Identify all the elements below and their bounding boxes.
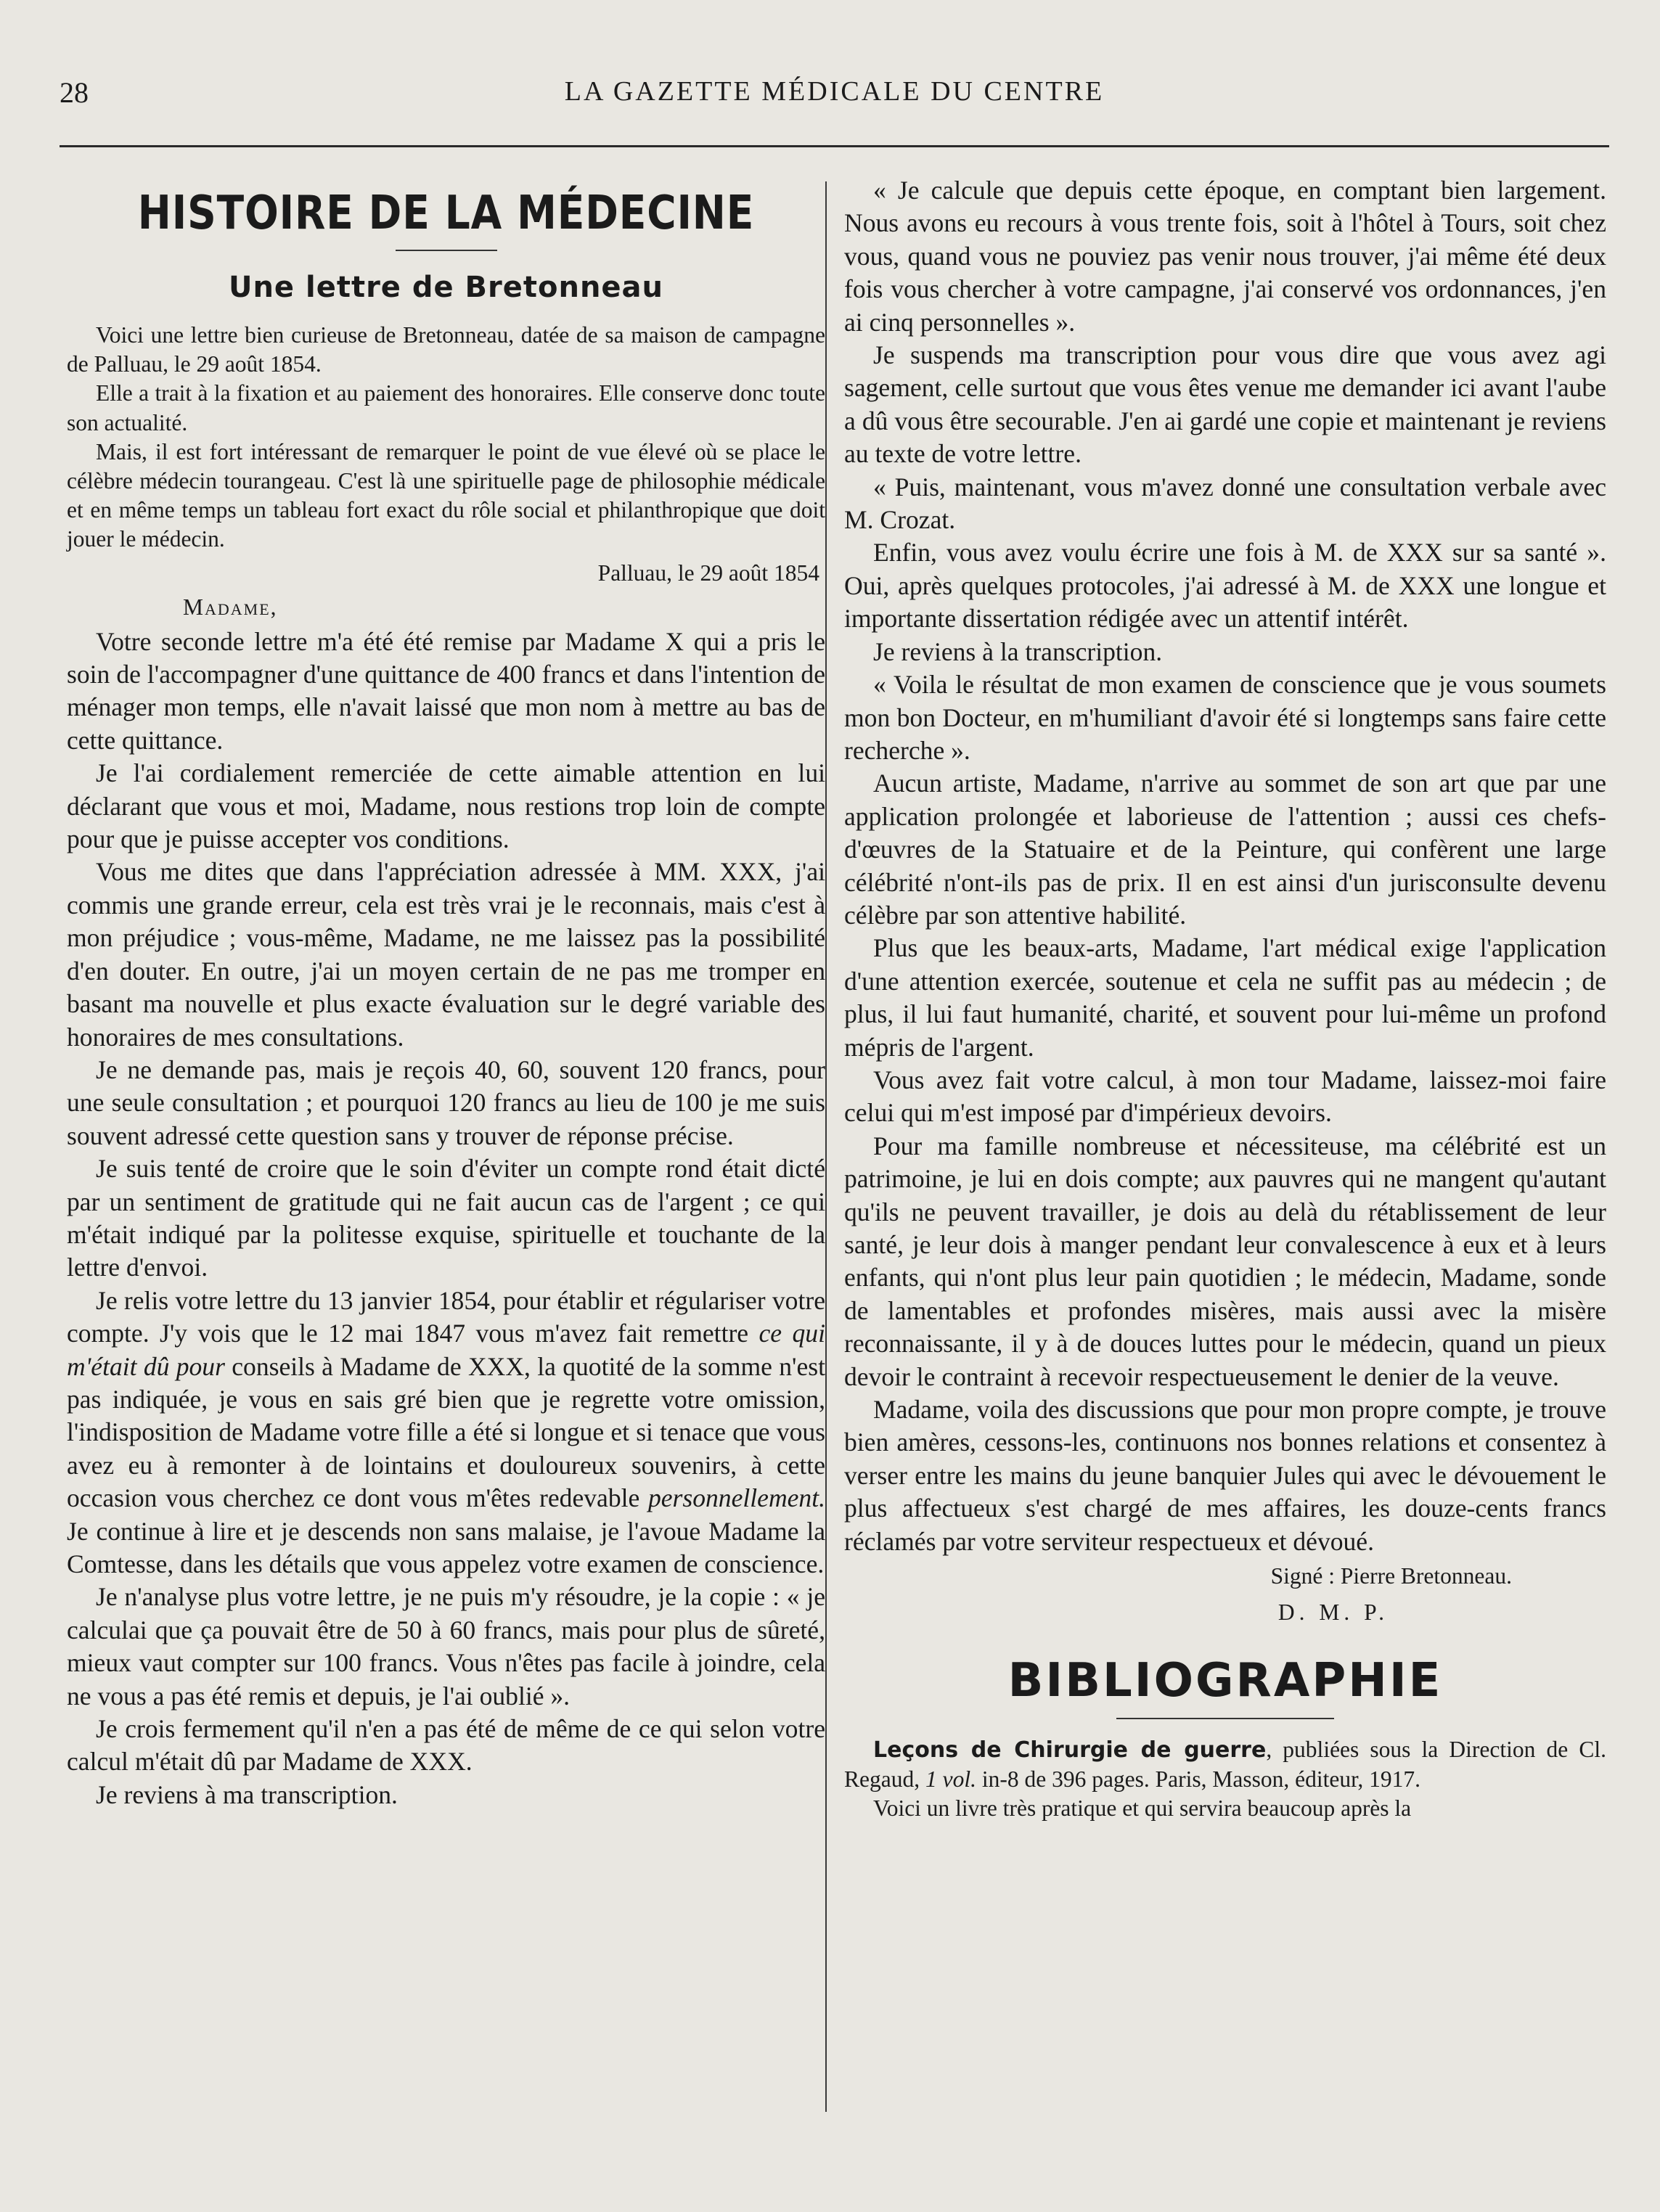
intro-paragraph: Mais, il est fort intéressant de remarquer le point de vue élevé où se place le célèbre médecin tourangeau. C'est là une spirituelle page de philosophie médicale et en même temps un tableau fort exact du rôle social et philanthropique que doit jouer le médecin. [67,438,825,552]
title-rule [396,250,497,251]
header-rule [60,145,1609,147]
letter-paragraph: Je suspends ma transcription pour vous dire que vous avez agi sagement, celle surtout que vous êtes venue me demander ici avant l'aube a dû vous être secourable. J'en ai gardé une copie et maintenant je reviens au texte de votre lettre. [844,340,1606,469]
letter-paragraph: « Puis, maintenant, vous m'avez donné une consultation verbale avec M. Crozat. [844,472,1606,535]
letter-paragraph: Enfin, vous avez voulu écrire une fois à M. de XXX sur sa santé ». Oui, après quelques protocoles, j'ai adressé à M. de XXX une longue et importante dissertation rédigée avec un attentif intérêt. [844,538,1606,634]
text-run: Je relis votre lettre du 13 janvier 1854, pour établir et régulariser votre compte. J'y vois que le 12 mai 1847 vous m'avez fait remettre [67,1285,825,1348]
italic-run: 1 vol. [925,1766,976,1793]
page-number: 28 [60,76,89,109]
bibliography-entry [844,1735,1606,1794]
book-title: Leçons de Chirurgie de guerre [873,1737,1267,1764]
letter-paragraph: Je suis tenté de croire que le soin d'éviter un compte rond était dicté par un sentiment de gratitude qui ne fait aucun cas de l'argent ; ce qui m'était indiqué par la politesse exquise, spirituelle et touchante de la lettre d'envoi. [67,1154,825,1282]
letter-paragraph: Je l'ai cordialement remerciée de cette aimable attention en lui déclarant que vous et moi, Madame, nous restions trop loin de compte pour que je puisse accepter vos conditions. [67,758,825,854]
text-run: conseils à Madame de XXX, la quotité de la somme n'est pas indiquée, je vous en sais gré bien que je regrette votre omission, l'indisposition de Madame votre fille a été si longue et si tenace que vous avez eu à remonter à de lointains et douloureux souvenirs, à cette occasion vous cherchez ce dont vous m'êtes redevable [67,1351,825,1513]
bibliography-title: BIBLIOGRAPHIE [1007,1654,1443,1708]
section-title: HISTOIRE DE LA MÉDECINE [137,187,755,240]
running-head: LA GAZETTE MÉDICALE DU CENTRE [564,76,1105,107]
italic-run: personnellement. [647,1483,825,1513]
letter-paragraph: Madame, voila des discussions que pour mon propre compte, je trouve bien amères, cessons-les, continuons nos bonnes relations et consentez à verser entre les mains du jeune banquier Jules qui avec le dévouement le plus affectueux s'est chargé de mes affaires, les douze-cents francs réclamés par votre serviteur respectueux et dévoué. [844,1395,1606,1556]
signature: Signé : Pierre Bretonneau. [1270,1563,1512,1589]
text-run: in-8 de 396 pages. Paris, Masson, éditeur, 1917. [976,1766,1420,1793]
letter-paragraph: Je reviens à la transcription. [873,636,1163,666]
letter-dateline: Palluau, le 29 août 1854 [597,560,819,586]
text-run: , publiées sous la Direction de Cl. Regaud, [844,1737,1606,1793]
right-column [844,174,1606,1823]
letter-salutation: Madame, [183,594,278,620]
letter-paragraph [67,1285,825,1581]
letter-paragraph: « Je calcule que depuis cette époque, en comptant bien largement. Nous avons eu recours à vous trente fois, soit à l'hôtel à Tours, soit chez vous, quand vous ne pouviez pas venir nous trouver, j'ai même été deux fois vous chercher à votre campagne, j'ai conservé vos ordonnances, j'en ai cinq personnelles ». [844,176,1606,337]
letter-paragraph: « Voila le résultat de mon examen de conscience que je vous soumets mon bon Docteur, en m'humiliant d'avoir été si longtemps sans faire cette recherche ». [844,670,1606,765]
intro-paragraph: Voici une lettre bien curieuse de Bretonneau, datée de sa maison de campagne de Palluau, le 29 août 1854. [67,322,825,377]
letter-paragraph: Vous me dites que dans l'appréciation adressée à MM. XXX, j'ai commis une grande erreur, cela est très vrai je le reconnais, mais c'est à mon préjudice ; vous-même, Madame, ne me laissez pas la possibilité d'en douter. En outre, j'ai un moyen certain de ne pas me tromper en basant ma nouvelle et plus exacte évaluation sur le degré variable des honoraires de mes consultations. [67,857,825,1052]
letter-paragraph: Aucun artiste, Madame, n'arrive au sommet de son art que par une application prolongée et laborieuse de l'attention ; aussi ces chefs-d'œuvres de la Statuaire et de la Peinture, qui confèrent une large célébrité n'ont-ils pas de prix. Il en est ainsi d'un jurisconsulte devenu célèbre par son attentive habilité. [844,769,1606,930]
page-header [60,75,1609,119]
letter-paragraph: Je ne demande pas, mais je reçois 40, 60, souvent 120 francs, pour une seule consultation ; et pourquoi 120 francs au lieu de 100 je me suis souvent adressé cette question sans y trouver de réponse précise. [67,1054,825,1150]
column-divider [825,181,827,2112]
bibliography-text: Voici un livre très pratique et qui servira beaucoup après la [873,1795,1412,1822]
letter-paragraph: Je reviens à ma transcription. [96,1779,398,1809]
italic-run: ce qui m'était dû pour [67,1319,825,1381]
article-title: Une lettre de Bretonneau [228,271,664,304]
letter-paragraph: Vous avez fait votre calcul, à mon tour Madame, laissez-moi faire celui qui m'est imposé par d'impérieux devoirs. [844,1065,1606,1128]
left-column [67,174,825,1811]
letter-paragraph: Je n'analyse plus votre lettre, je ne puis m'y résoudre, je la copie : « je calculai que ça pouvait être de 50 à 60 francs, mais pour plus de sûreté, mieux vaut compter sur 100 francs. Vous n'êtes pas facile à joindre, cela ne vous a pas été remis et depuis, je l'ai oublié ». [67,1582,825,1711]
intro-paragraph: Elle a trait à la fixation et au paiement des honoraires. Elle conserve donc toute son actualité. [67,380,825,435]
text-run: Je continue à lire et je descends non sans malaise, je l'avoue Madame la Comtesse, dans les détails que vous appelez votre examen de conscience. [67,1516,825,1578]
signature-title: D. M. P. [1277,1599,1389,1626]
letter-paragraph: Je crois fermement qu'il n'en a pas été de même de ce qui selon votre calcul m'était dû par Madame de XXX. [67,1714,825,1777]
letter-paragraph: Pour ma famille nombreuse et nécessiteuse, ma célébrité est un patrimoine, je lui en dois compte; aux pauvres qui ne mangent qu'autant qu'ils ne peuvent travailler, je dois au delà du rétablissement de leur santé, je leur dois à manger pendant leur convalescence à eux et à leurs enfants, qui n'ont plus leur pain quotidien ; le médecin, Madame, sonde de lamentables et profondes misères, mais aussi avec la misère reconnaissante, il y à de douces luttes pour le médecin, quand un pieux devoir le contraint à recevoir respectueusement le denier de la veuve. [844,1131,1606,1391]
letter-paragraph: Plus que les beaux-arts, Madame, l'art médical exige l'application d'une attention exercée, soutenue et cela ne suffit pas au médecin ; de plus, il lui faut humanité, charité, et souvent pour lui-même un profond mépris de l'argent. [844,933,1606,1062]
bibliography-rule [1116,1718,1334,1719]
letter-paragraph: Votre seconde lettre m'a été été remise par Madame X qui a pris le soin de l'accompagner d'une quittance de 400 francs et dans l'intention de ménager mon temps, elle n'avait laissé que mon nom à mettre au bas de cette quittance. [67,626,825,755]
